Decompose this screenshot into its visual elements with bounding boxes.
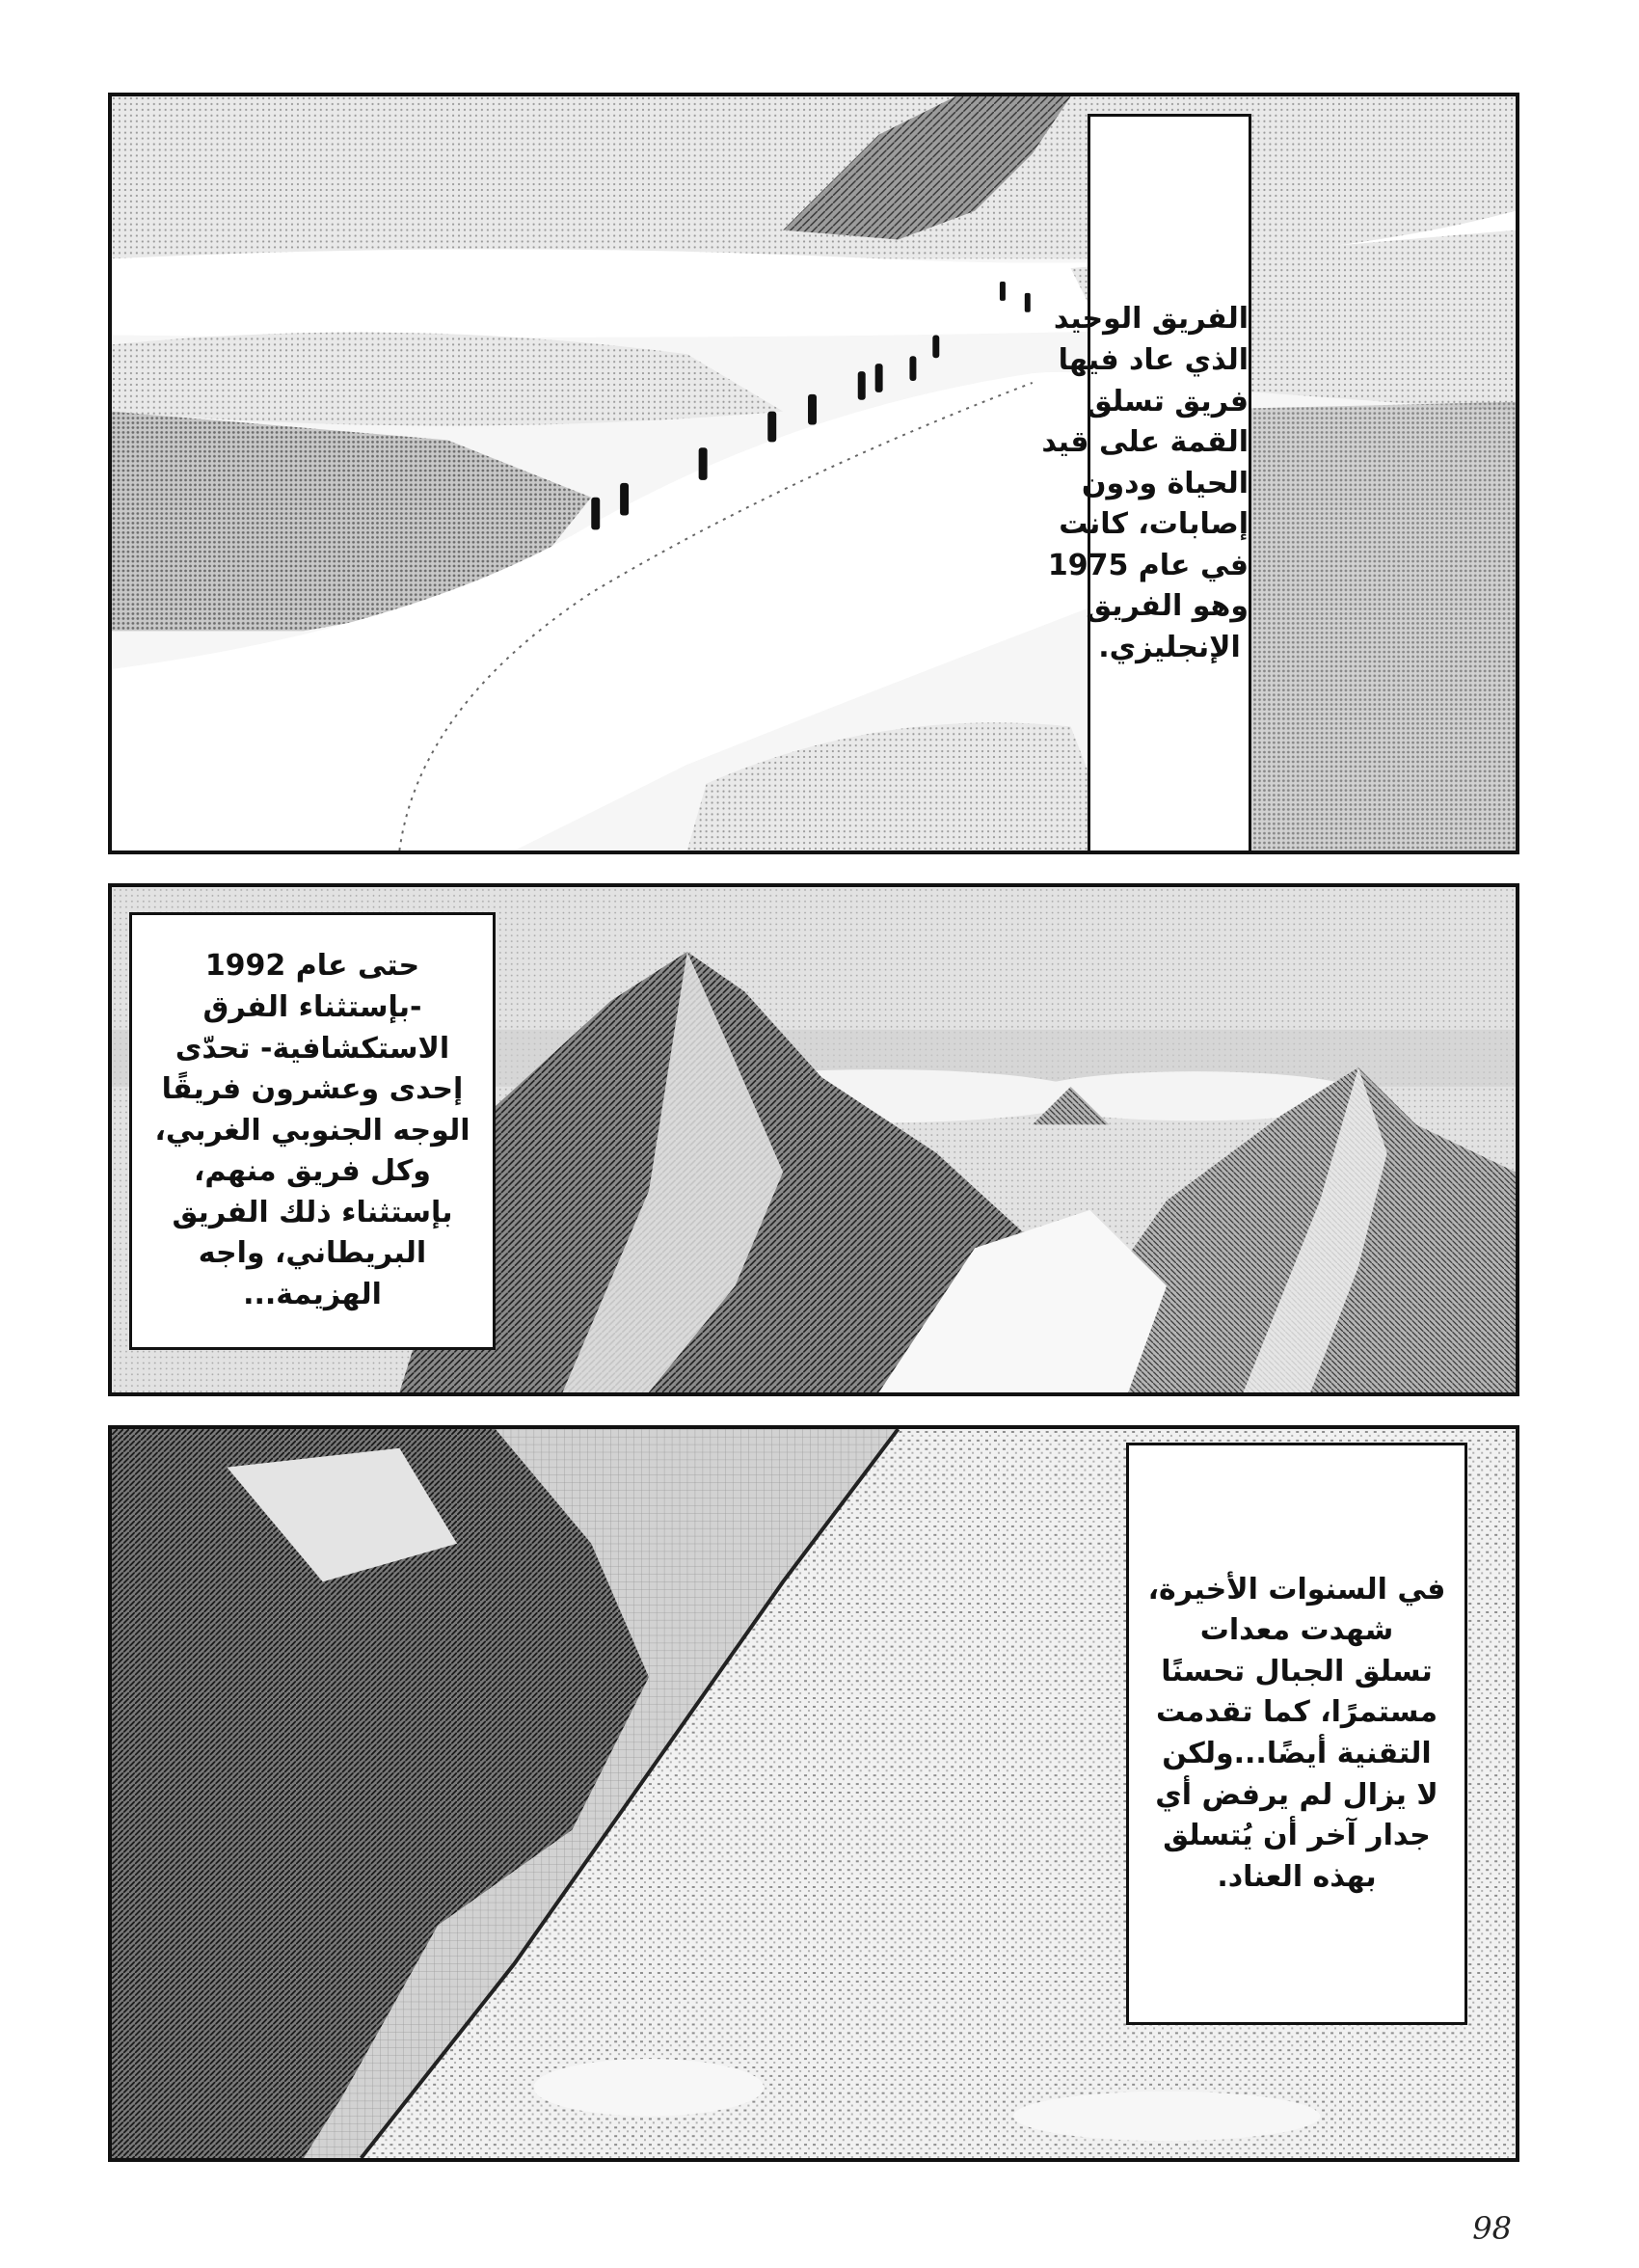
narration-line: الإنجليزي.	[1098, 631, 1241, 665]
narration-line: الذي عاد فيها	[1058, 342, 1249, 377]
narration-line: جدار آخر أن يُتسلق	[1163, 1819, 1431, 1853]
narration-line: بإستثناء ذلك الفريق	[172, 1195, 453, 1229]
narration-line: في السنوات الأخيرة،	[1147, 1572, 1446, 1606]
narration-line: في عام 1975	[1047, 548, 1249, 582]
narration-line: التقنية أيضًا...ولكن	[1162, 1737, 1432, 1770]
narration-line: فريق تسلق	[1086, 384, 1249, 418]
narration-line: لا يزال لم يرفض أي	[1155, 1777, 1438, 1812]
narration-box	[1041, 114, 1251, 854]
narration-line: وهو الفريق	[1086, 589, 1249, 624]
narration-line: البريطاني، واجه	[198, 1236, 427, 1271]
narration-line: حتى عام 1992	[204, 949, 420, 984]
page-number: 98	[1472, 2210, 1512, 2247]
panel-peaks	[108, 883, 1519, 1396]
narration-line: القمة على قيد	[1041, 425, 1249, 460]
narration-line: الحياة ودون	[1081, 466, 1249, 500]
panel-climbers	[108, 93, 1519, 854]
narration-line: إصابات، كانت	[1059, 507, 1249, 542]
narration-line: الفريق الوحيد	[1053, 302, 1249, 337]
narration-line: مستمرًا، كما تقدمت	[1155, 1695, 1438, 1730]
narration-box	[1126, 1443, 1467, 2025]
narration-line: تسلق الجبال تحسنًا	[1161, 1654, 1433, 1688]
narration-line: الاستكشافية- تحدّى	[175, 1031, 450, 1066]
panel-mountain-wall	[108, 1425, 1519, 2162]
narration-line: وكل فريق منهم،	[194, 1154, 431, 1189]
narration-line: الوجه الجنوبي الغربي،	[154, 1113, 470, 1148]
narration-box	[129, 912, 496, 1350]
narration-line: إحدى وعشرون فريقًا	[161, 1072, 464, 1107]
narration-line: -بإستثناء الفرق	[202, 989, 422, 1024]
narration-line: الهزيمة...	[243, 1278, 382, 1312]
narration-line: شهدت معدات	[1199, 1613, 1394, 1648]
snowfield-climbers-illustration	[112, 96, 1516, 850]
narration-line: بهذه العناد.	[1217, 1859, 1377, 1894]
